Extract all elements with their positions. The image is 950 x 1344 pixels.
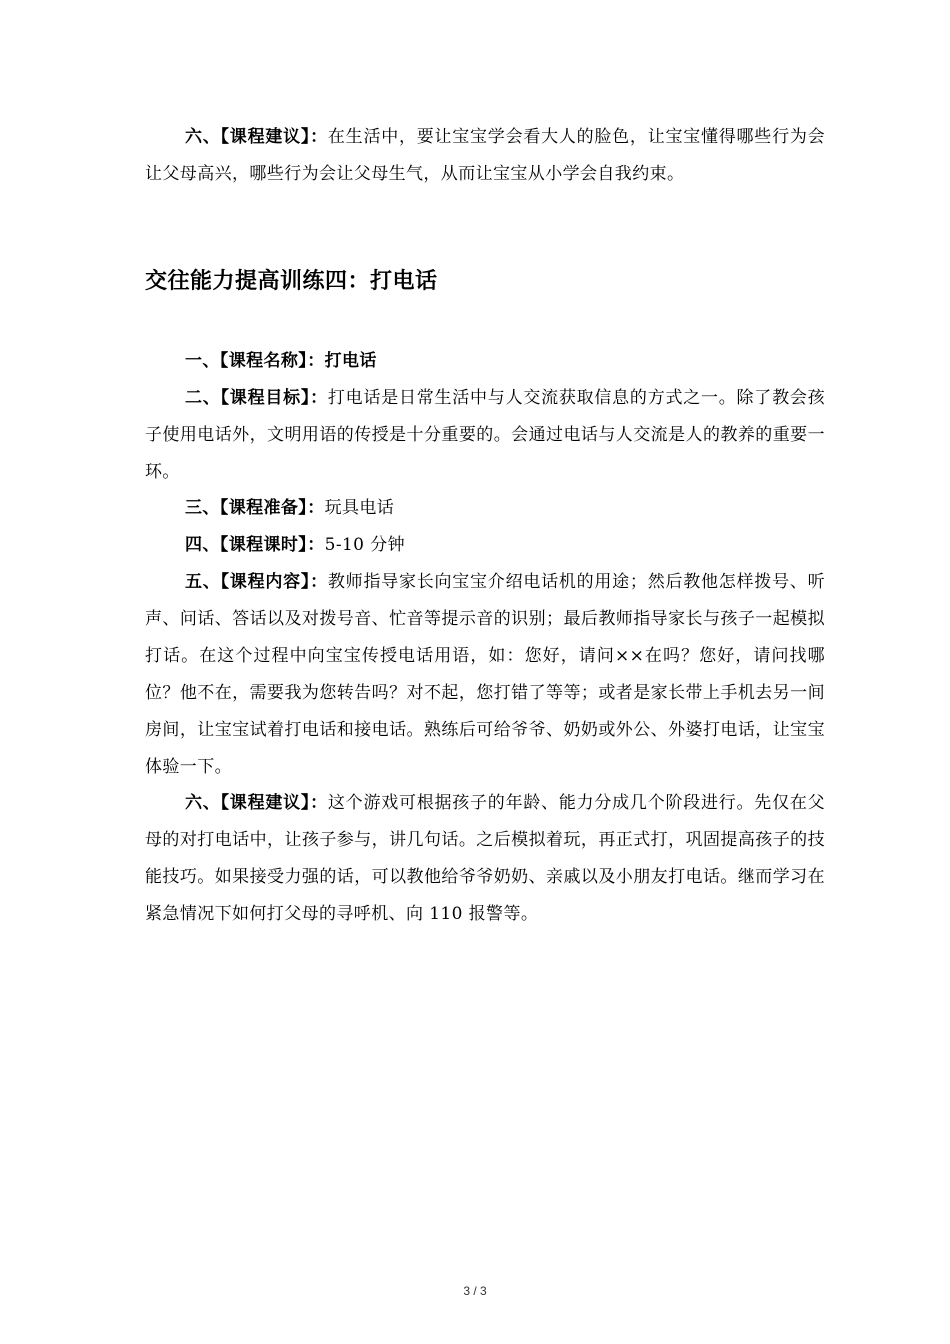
prev-suggestion-label: 六、【课程建议】： (185, 127, 328, 147)
course-name-paragraph (145, 343, 825, 380)
prev-suggestion-text: 在生活中，要让宝宝学会看大人的脸色，让宝宝懂得哪些行为会让父母高兴，哪些行为会让父母生气，从而让宝宝从小学会自我约束。 (145, 127, 825, 184)
course-suggestion-paragraph (145, 785, 825, 933)
course-goal-paragraph (145, 380, 825, 491)
course-duration-label: 四、【课程课时】： (185, 535, 325, 555)
page-number: 3 / 3 (463, 1284, 487, 1298)
section-title: 交往能力提高训练四：打电话 (145, 269, 438, 294)
course-suggestion-text: 这个游戏可根据孩子的年龄、能力分成几个阶段进行。先仅在父母的对打电话中，让孩子参与，讲几句话。之后模拟着玩，再正式打，巩固提高孩子的技能技巧。如果接受力强的话，可以教他给爷爷奶奶、亲戚以及小朋友打电话。继而学习在紧急情况下如何打父母的寻呼机、向 110 报警等。 (145, 793, 825, 924)
course-goal-text: 打电话是日常生活中与人交流获取信息的方式之一。除了教会孩子使用电话外，文明用语的传授是十分重要的。会通过电话与人交流是人的教养的重要一环。 (145, 388, 825, 482)
course-prep-label: 三、【课程准备】： (185, 498, 325, 518)
course-duration-paragraph (145, 527, 825, 564)
course-prep-paragraph (145, 490, 825, 527)
course-suggestion-label: 六、【课程建议】： (185, 793, 328, 813)
course-goal-label: 二、【课程目标】： (185, 388, 328, 408)
prev-suggestion-paragraph (145, 119, 825, 193)
course-name-label: 一、【课程名称】： (185, 351, 325, 371)
course-content-text: 教师指导家长向宝宝介绍电话机的用途；然后教他怎样拨号、听声、问话、答话以及对拨号音、忙音等提示音的识别；最后教师指导家长与孩子一起模拟打话。在这个过程中向宝宝传授电话用语，如：您好，请问××在吗？您好，请问找哪位？他不在，需要我为您转告吗？对不起，您打错了等等；或者是家长带上手机去另一间房间，让宝宝试着打电话和接电话。熟练后可给爷爷、奶奶或外公、外婆打电话，让宝宝体验一下。 (145, 572, 825, 777)
course-content-label: 五、【课程内容】： (185, 572, 328, 592)
course-name-text: 打电话 (324, 351, 377, 371)
course-prep-text: 玩具电话 (324, 498, 395, 518)
course-duration-text: 5-10 分钟 (324, 535, 406, 555)
course-content-paragraph (145, 564, 825, 786)
